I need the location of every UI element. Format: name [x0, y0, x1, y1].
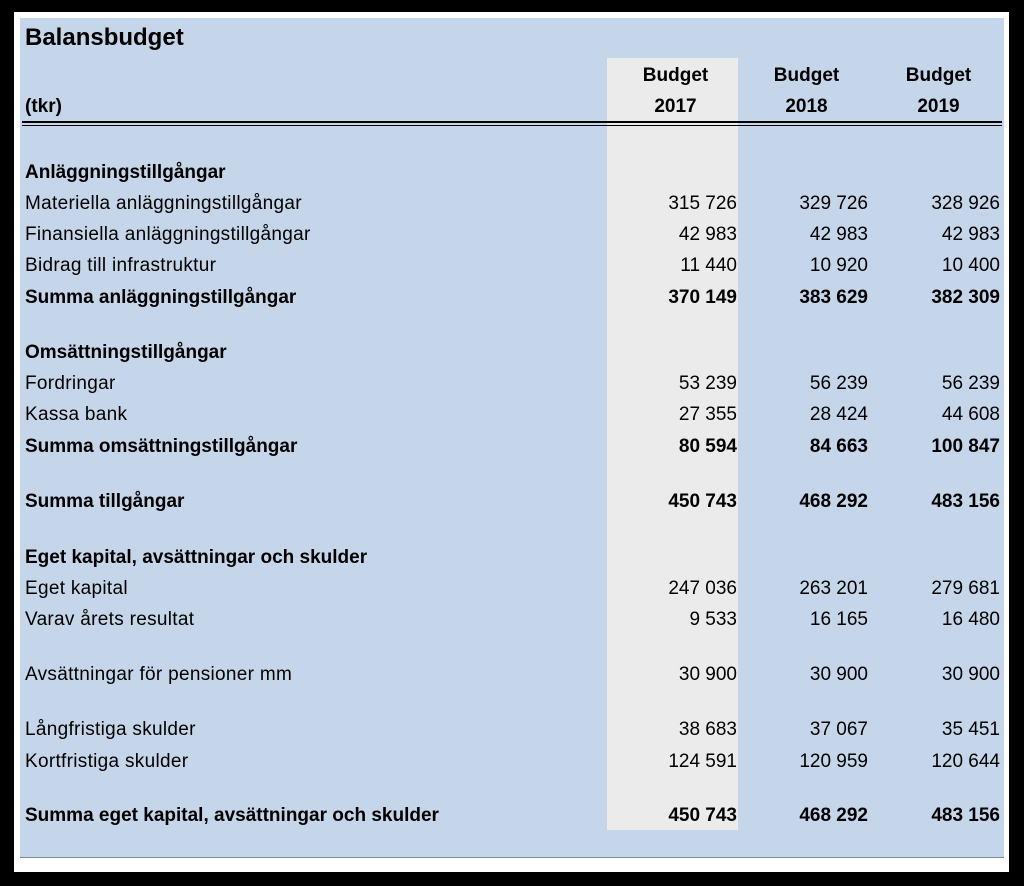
value-cell-2018: 468 292: [799, 805, 868, 826]
column-header-line1: Budget: [905, 65, 972, 86]
row-label: Summa anläggningstillgångar: [25, 287, 297, 308]
value-cell-2017: 38 683: [678, 719, 737, 740]
value-cell-2017: 27 355: [678, 404, 737, 425]
row-label: Omsättningstillgångar: [25, 342, 227, 363]
value-cell-2017: 11 440: [680, 255, 737, 276]
value-cell-2018: 10 920: [809, 255, 868, 276]
unit-label: (tkr): [25, 96, 62, 117]
value-cell-2019: 483 156: [931, 805, 1000, 826]
value-cell-2017: 247 036: [668, 578, 737, 599]
panel-bottom-edge: [20, 857, 1004, 858]
section-heading-row: [22, 158, 1002, 188]
value-cell-2018: 468 292: [799, 491, 868, 512]
value-cell-2019: 44 608: [941, 404, 1000, 425]
header-rule-thick: [22, 121, 1002, 123]
value-cell-2018: 263 201: [799, 578, 868, 599]
value-cell-2018: 37 067: [809, 719, 868, 740]
value-cell-2019: 382 309: [931, 287, 1000, 308]
value-cell-2019: 100 847: [931, 436, 1000, 457]
value-cell-2018: 42 983: [809, 224, 868, 245]
table-row: [22, 660, 1002, 690]
row-label: Finansiella anläggningstillgångar: [25, 224, 311, 245]
row-label: Bidrag till infrastruktur: [25, 255, 217, 276]
row-label: Summa tillgångar: [25, 491, 185, 512]
value-cell-2017: 450 743: [668, 491, 737, 512]
row-label: Eget kapital, avsättningar och skulder: [25, 547, 368, 568]
table-row: [22, 220, 1002, 250]
row-label: Kortfristiga skulder: [25, 751, 189, 772]
value-cell-2019: 120 644: [931, 751, 1000, 772]
table-row: [22, 189, 1002, 219]
section-heading-row: [22, 543, 1002, 573]
section-heading-row: [22, 338, 1002, 368]
value-cell-2018: 329 726: [799, 193, 868, 214]
header-rule-thin: [22, 125, 1002, 126]
table-row: [22, 747, 1002, 777]
column-header-2017: [610, 60, 741, 122]
value-cell-2017: 370 149: [668, 287, 737, 308]
row-label: Kassa bank: [25, 404, 128, 425]
value-cell-2017: 124 591: [668, 751, 737, 772]
value-cell-2018: 56 239: [809, 373, 868, 394]
value-cell-2019: 279 681: [931, 578, 1000, 599]
row-label: Långfristiga skulder: [25, 719, 196, 740]
table-title: Balansbudget: [25, 24, 184, 51]
table-row: [22, 715, 1002, 745]
value-cell-2018: 120 959: [799, 751, 868, 772]
value-cell-2017: 9 533: [689, 609, 737, 630]
value-cell-2018: 383 629: [799, 287, 868, 308]
table-row: [22, 574, 1002, 604]
row-label: Fordringar: [25, 373, 116, 394]
value-cell-2019: 30 900: [941, 664, 1000, 685]
table-row: [22, 369, 1002, 399]
value-cell-2018: 84 663: [809, 436, 868, 457]
row-label: Materiella anläggningstillgångar: [25, 193, 302, 214]
value-cell-2018: 28 424: [809, 404, 868, 425]
table-row: [22, 251, 1002, 281]
value-cell-2018: 30 900: [809, 664, 868, 685]
value-cell-2017: 450 743: [668, 805, 737, 826]
value-cell-2019: 16 480: [941, 609, 1000, 630]
row-label: Summa eget kapital, avsättningar och skulder: [25, 805, 439, 826]
row-label: Summa omsättningstillgångar: [25, 436, 298, 457]
column-header-line2: 2019: [917, 96, 960, 117]
column-header-line1: Budget: [773, 65, 840, 86]
table-row: [22, 400, 1002, 430]
row-label: Avsättningar för pensioner mm: [25, 664, 293, 685]
summary-row: [22, 801, 1002, 831]
value-cell-2019: 35 451: [941, 719, 1000, 740]
summary-row: [22, 432, 1002, 462]
column-header-line1: Budget: [642, 65, 709, 86]
row-label: Anläggningstillgångar: [25, 162, 226, 183]
value-cell-2018: 16 165: [809, 609, 868, 630]
column-header-line2: 2018: [785, 96, 828, 117]
summary-row: [22, 487, 1002, 517]
value-cell-2019: 328 926: [931, 193, 1000, 214]
value-cell-2017: 315 726: [668, 193, 737, 214]
column-header-2019: [873, 60, 1004, 122]
value-cell-2019: 42 983: [941, 224, 1000, 245]
value-cell-2019: 483 156: [931, 491, 1000, 512]
value-cell-2017: 30 900: [678, 664, 737, 685]
value-cell-2017: 53 239: [678, 373, 737, 394]
value-cell-2017: 42 983: [678, 224, 737, 245]
column-header-2018: [741, 60, 872, 122]
row-label: Eget kapital: [25, 578, 128, 599]
value-cell-2019: 10 400: [941, 255, 1000, 276]
value-cell-2017: 80 594: [678, 436, 737, 457]
row-label: Varav årets resultat: [25, 609, 195, 630]
table-row: [22, 605, 1002, 635]
value-cell-2019: 56 239: [941, 373, 1000, 394]
summary-row: [22, 283, 1002, 313]
column-header-line2: 2017: [654, 96, 697, 117]
